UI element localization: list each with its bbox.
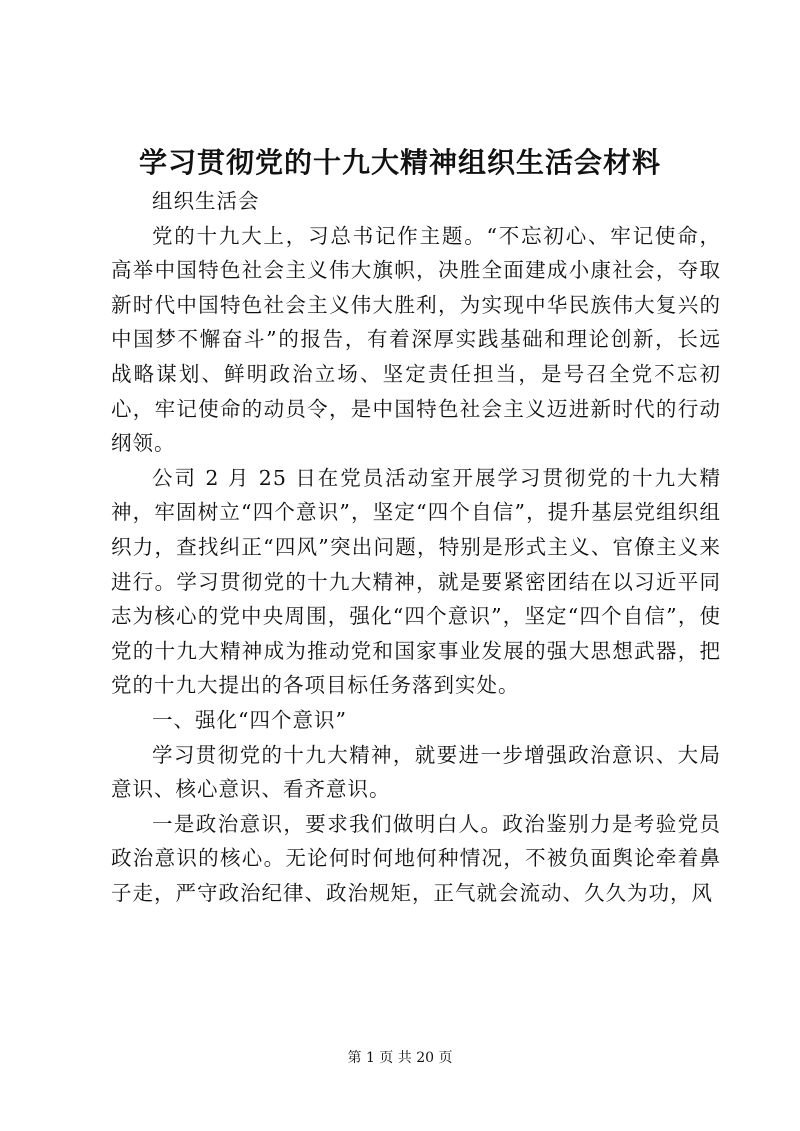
paragraph: 学习贯彻党的十九大精神，就要进一步增强政治意识、大局意识、核心意识、看齐意识。 xyxy=(111,742,721,802)
page-footer: 第 1 页 共 20 页 xyxy=(347,1050,453,1066)
paragraph: 公司 2 月 25 日在党员活动室开展学习贯彻党的十九大精神，牢固树立“四个意识”，坚定“四个自信”，提升基层党组织组织力，查找纠正“四风”突出问题，特别是形式主义、官僚主义来进行。学习贯彻党的十九大精神，就是要紧密团结在以习近平同志为核心的党中央周围，强化“四个意识”，坚定“四个自信”，使党的十九大精神成为推动党和国家事业发展的强大思想武器，把党的十九大提出的各项目标任务落到实处。 xyxy=(111,465,721,698)
document-body xyxy=(111,184,721,910)
paragraph: 一是政治意识，要求我们做明白人。政治鉴别力是考验党员政治意识的核心。无论何时何地何种情况，不被负面舆论牵着鼻子走，严守政治纪律、政治规矩，正气就会流动、久久为功，风 xyxy=(111,811,721,905)
paragraph-subtitle: 组织生活会 xyxy=(152,189,260,213)
document-title: 学习贯彻党的十九大精神组织生活会材料 xyxy=(138,146,661,179)
paragraph: 党的十九大上，习总书记作主题。“不忘初心、牢记使命，高举中国特色社会主义伟大旗帜，决胜全面建成小康社会，夺取新时代中国特色社会主义伟大胜利，为实现中华民族伟大复兴的中国梦不懈奋斗”的报告，有着深厚实践基础和理论创新，长远战略谋划、鲜明政治立场、坚定责任担当，是号召全党不忘初心，牢记使命的动员令，是中国特色社会主义迈进新时代的行动纲领。 xyxy=(111,223,721,456)
section-heading: 一、强化“四个意识” xyxy=(152,707,347,732)
